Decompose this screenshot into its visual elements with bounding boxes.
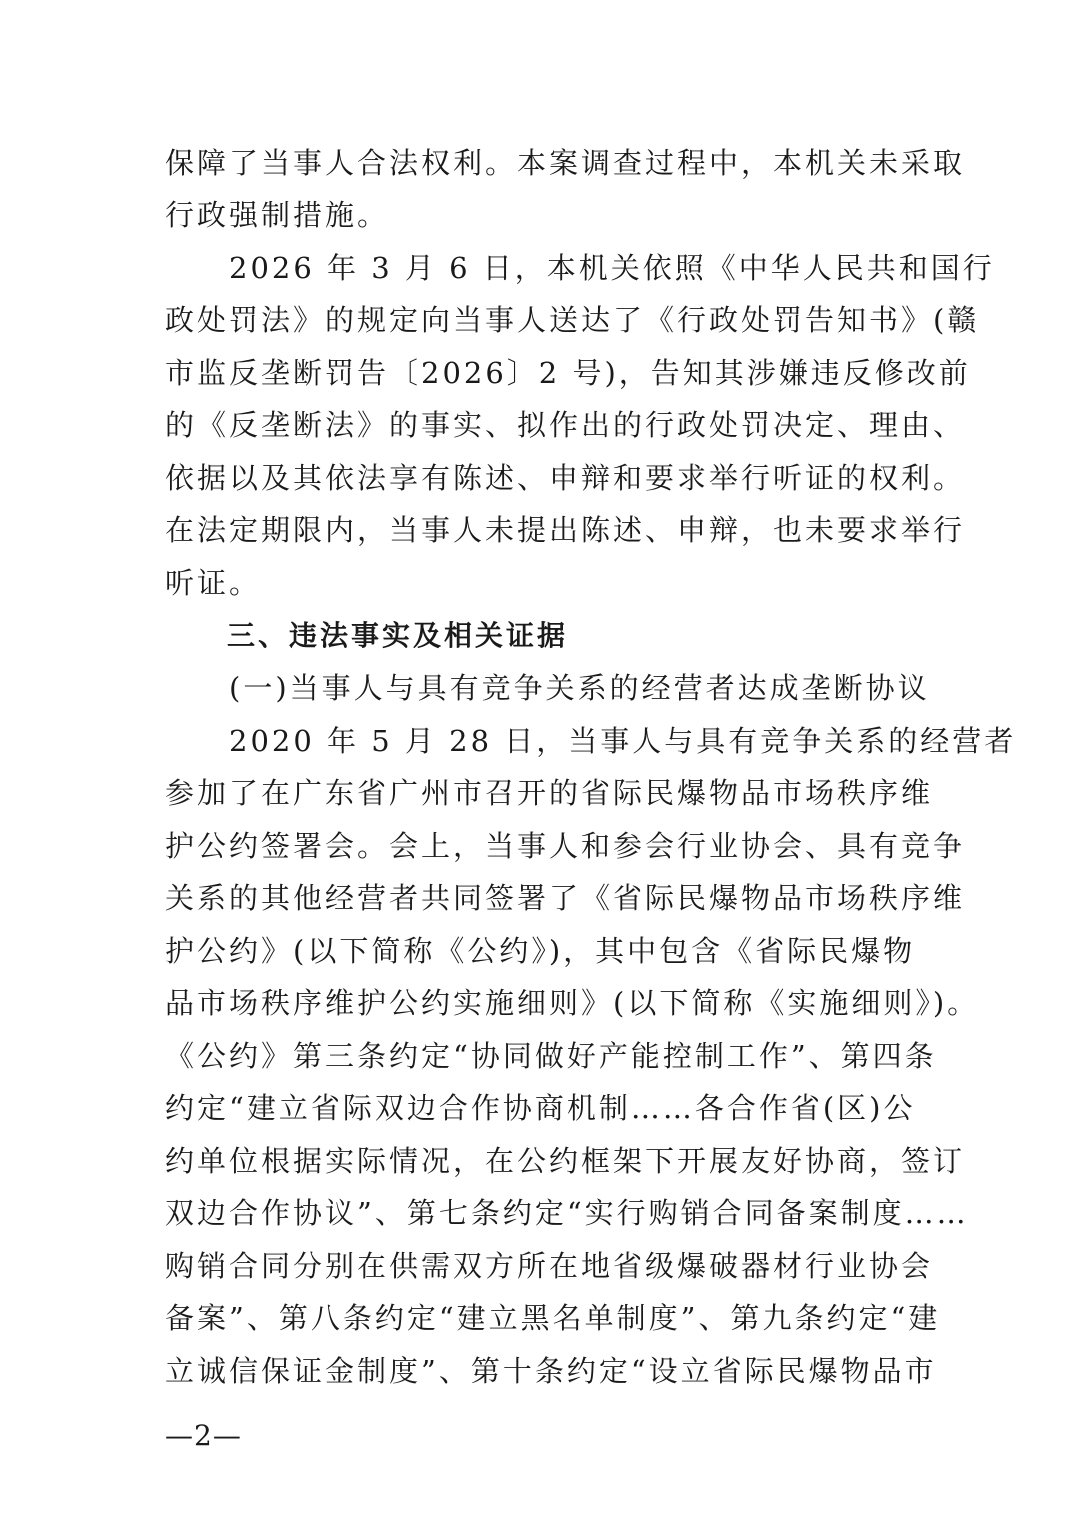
body-text-line: 政处罚法》的规定向当事人送达了《行政处罚告知书》(赣 [165, 303, 980, 337]
body-text-line: 护公约》(以下简称《公约》)，其中包含《省际民爆物 [165, 934, 916, 968]
body-text-line: 行政强制措施。 [165, 198, 390, 232]
body-text-line: 依据以及其依法享有陈述、申辩和要求举行听证的权利。 [165, 461, 966, 495]
body-text-line: 的《反垄断法》的事实、拟作出的行政处罚决定、理由、 [165, 408, 966, 442]
body-text-line: 保障了当事人合法权利。本案调查过程中，本机关未采取 [165, 146, 966, 180]
page-number: —2— [165, 1419, 242, 1452]
body-text-line: 参加了在广东省广州市召开的省际民爆物品市场秩序维 [165, 776, 934, 810]
body-text-line: 购销合同分别在供需双方所在地省级爆破器材行业协会 [165, 1249, 934, 1283]
subsection-heading: (一)当事人与具有竞争关系的经营者达成垄断协议 [165, 671, 930, 705]
body-text-line: 2020 年 5 月 28 日，当事人与具有竞争关系的经营者 [165, 724, 1017, 758]
body-text-line: 双边合作协议”、第七条约定“实行购销合同备案制度…… [165, 1196, 969, 1230]
body-text-line: 备案”、第八条约定“建立黑名单制度”、第九条约定“建 [165, 1301, 941, 1335]
body-text-line: 在法定期限内，当事人未提出陈述、申辩，也未要求举行 [165, 513, 966, 547]
section-heading: 三、违法事实及相关证据 [165, 619, 569, 652]
body-text-line: 立诚信保证金制度”、第十条约定“设立省际民爆物品市 [165, 1354, 937, 1388]
body-text-line: 品市场秩序维护公约实施细则》(以下简称《实施细则》)。 [165, 986, 980, 1020]
body-text-line: 关系的其他经营者共同签署了《省际民爆物品市场秩序维 [165, 881, 966, 915]
body-text-line: 护公约签署会。会上，当事人和参会行业协会、具有竞争 [165, 829, 966, 863]
body-text-line: 约单位根据实际情况，在公约框架下开展友好协商，签订 [165, 1144, 966, 1178]
body-text-line: 约定“建立省际双边合作协商机制……各合作省(区)公 [165, 1091, 916, 1125]
body-text-line: 《公约》第三条约定“协同做好产能控制工作”、第四条 [165, 1039, 937, 1073]
body-text-line: 听证。 [165, 566, 262, 600]
body-text-line: 2026 年 3 月 6 日，本机关依照《中华人民共和国行 [165, 251, 995, 285]
body-text-line: 市监反垄断罚告〔2026〕2 号)，告知其涉嫌违反修改前 [165, 356, 971, 390]
